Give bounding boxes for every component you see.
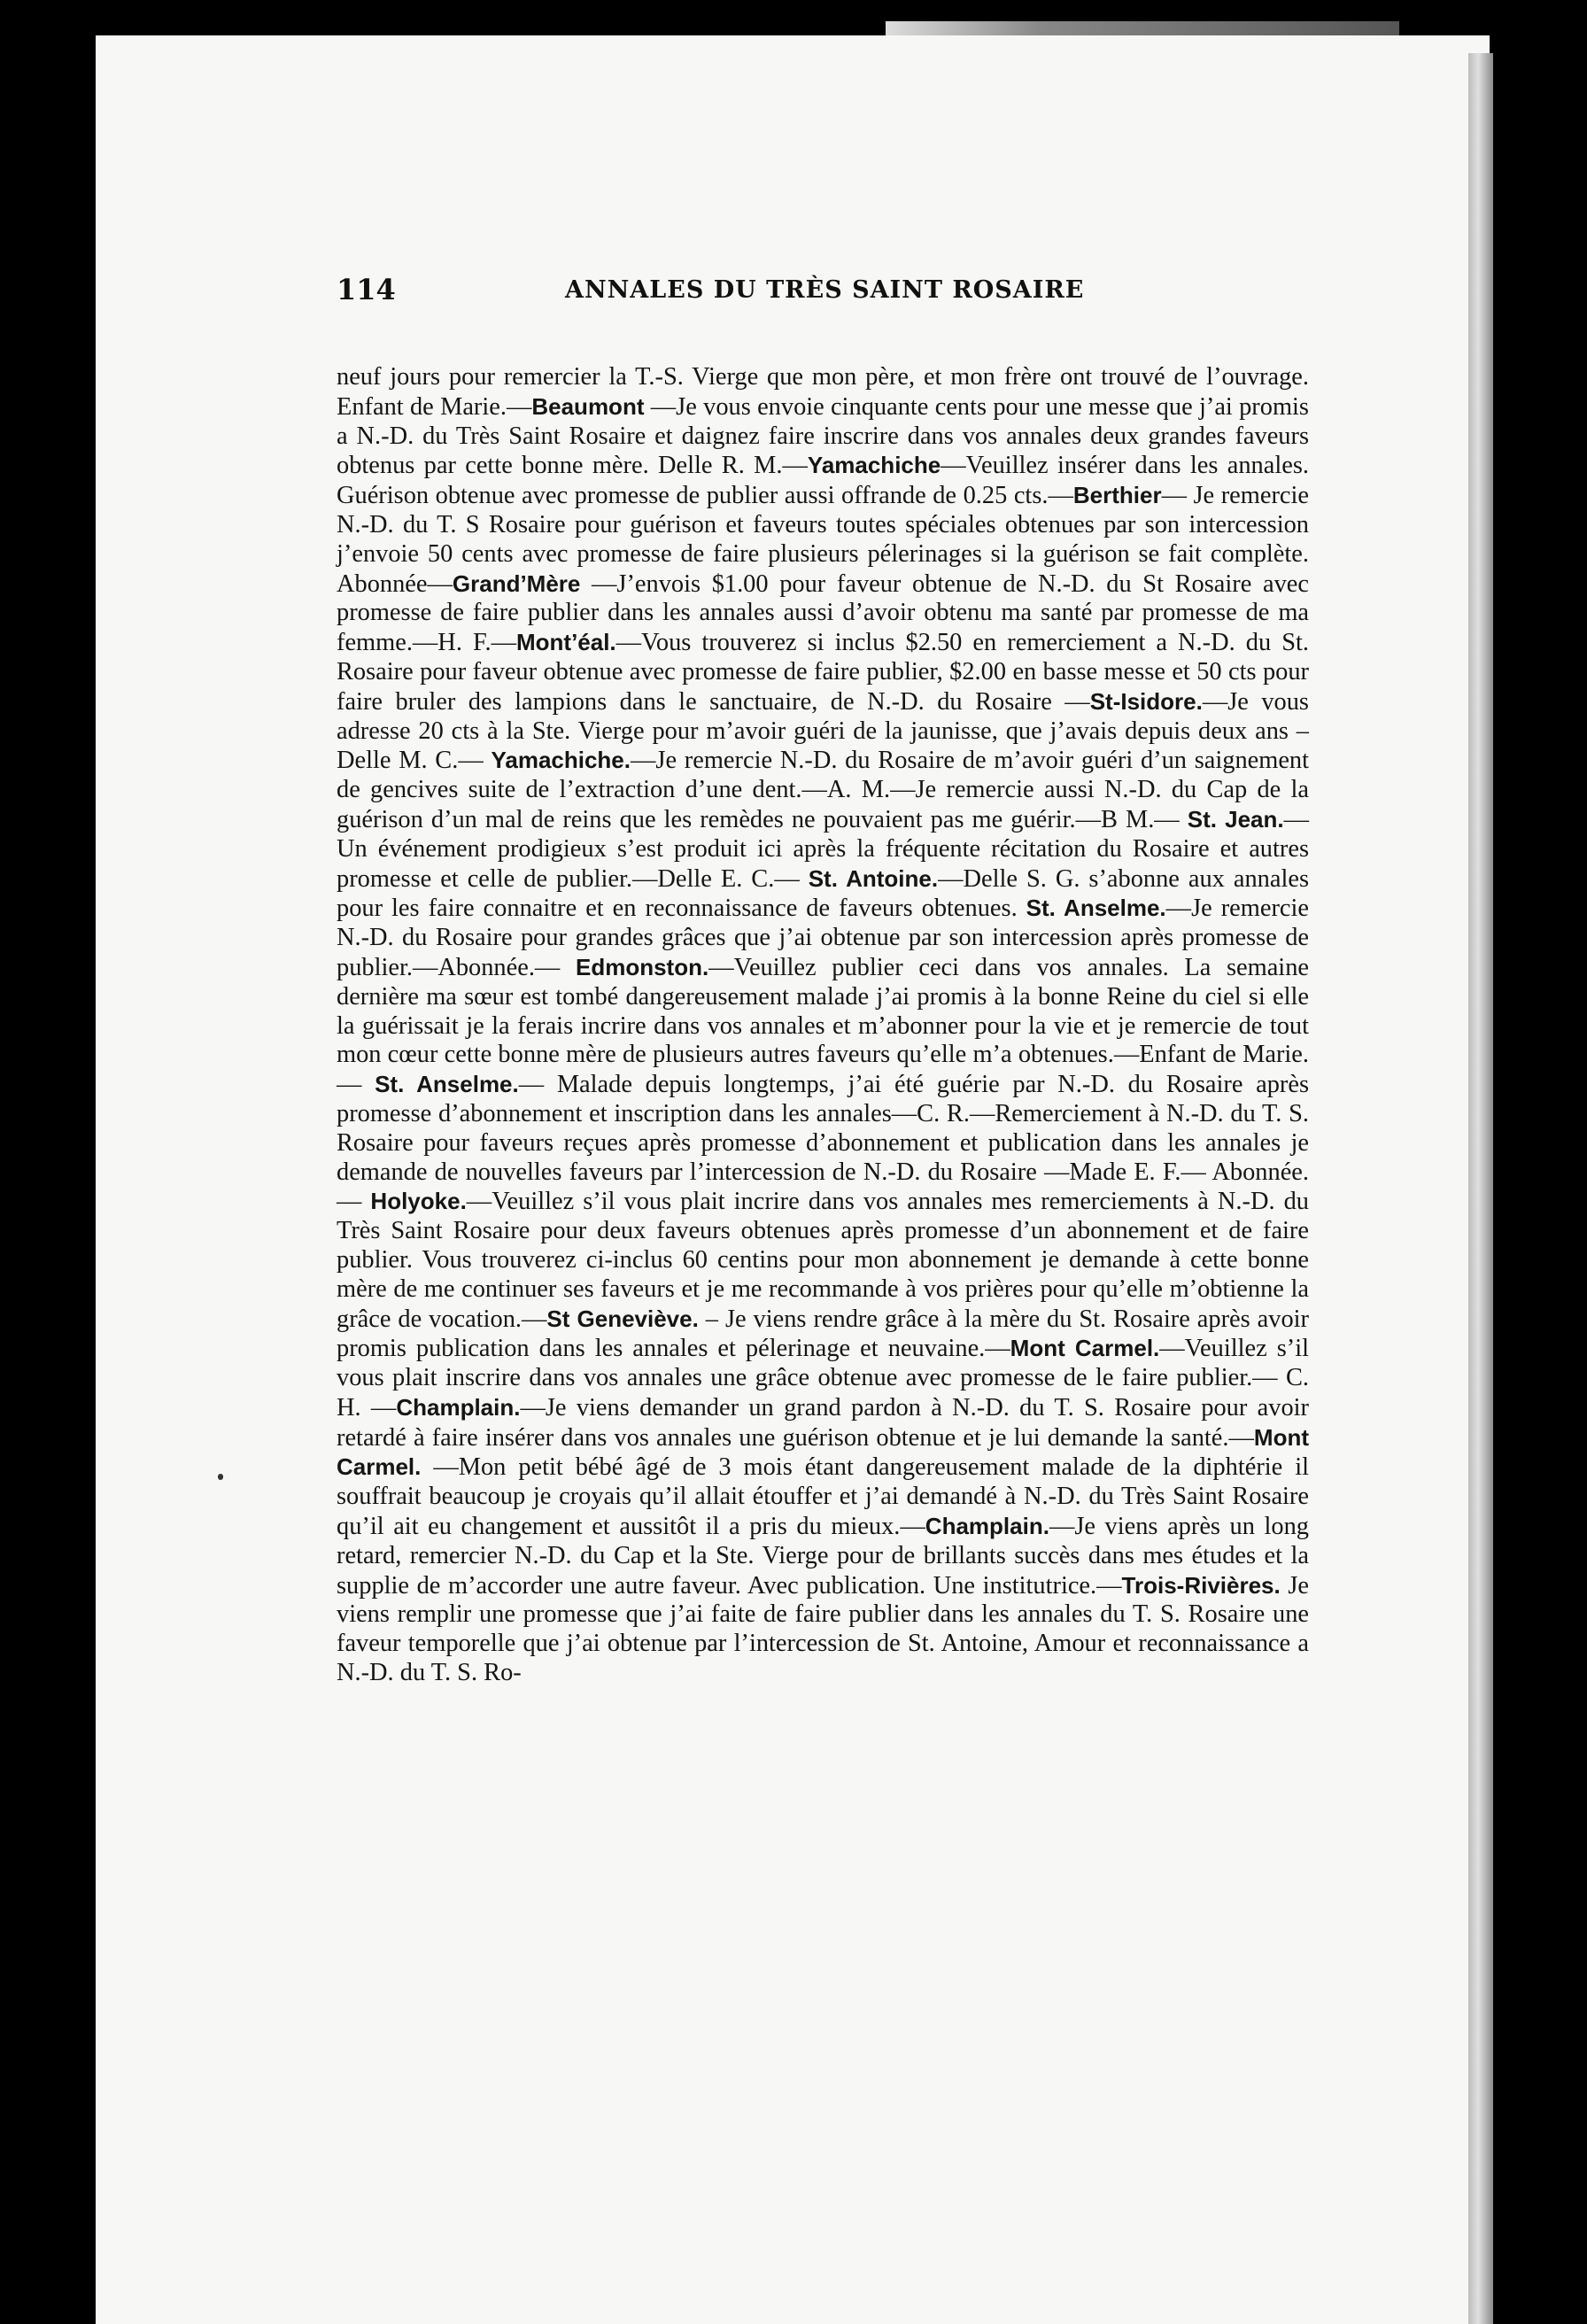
place-name: Berthier <box>1072 482 1162 509</box>
text-run: —Veuillez publier ceci dans vos annales. La semaine dernière ma sœur est tombé dangereusement malade j’ai promis à la bonne Reine du ciel si elle la guérissait je la ferais incrire dans vos annales et m’abonner pour la vie et je remercie de tout mon cœur cette bonne mère de plusieurs autres faveurs qu’elle m’a obtenues.—Enfant de Marie.— <box>337 953 1309 1099</box>
body-text <box>337 363 1309 1688</box>
text-run: —Vous trouverez si inclus $2.50 en remerciement a N.-D. du St. Rosaire pour faveur obtenue avec promesse de faire publier, $2.00 en basse messe et 50 cts pour faire bruler des lampions dans le sanctuaire, de N.-D. du Rosaire — <box>337 629 1309 716</box>
place-name: Yamachiche. <box>491 747 631 774</box>
text-run: — Malade depuis longtemps, j’ai été guérie par N.-D. du Rosaire après promesse d’abonnement et inscription dans les annales—C. R.—Remerciement à N.-D. du T. S. Rosaire pour faveurs reçues après promesse d’abonnement et publication dans les annales je demande de nouvelles faveurs par l’intercession de N.-D. du Rosaire —Made E. F.— Abonnée.— <box>337 1071 1309 1216</box>
text-run: neuf jours pour remercier la T.-S. Vierge que mon père, et mon frère ont trouvé de l’ouvrage. Enfant de Marie.— <box>337 363 1309 421</box>
place-name: St. Antoine. <box>808 864 939 892</box>
scan-speck <box>218 1474 223 1480</box>
text-run: — Je remercie N.-D. du T. S Rosaire pour guérison et faveurs toutes spéciales obtenues par son intercession j’envoie 50 cents avec promesse de faire plusieurs pélerinages si la guérison se fait complète. Abonnée— <box>337 482 1309 598</box>
place-name: Edmonston. <box>575 953 709 980</box>
text-run: – Je viens rendre grâce à la mère du St. Rosaire après avoir promis publication dans les annales et pélerinage et neuvaine.— <box>337 1305 1309 1363</box>
place-name: St-Isidore. <box>1089 687 1203 715</box>
place-name: Mont’éal. <box>515 629 616 656</box>
text-run: —Je viens après un long retard, remercier N.-D. du Cap et la Ste. Vierge pour de brillants succès dans mes études et la supplie de m’accorder une autre faveur. Avec publication. Une institutrice.— <box>337 1513 1309 1600</box>
text-run: —Mon petit bébé âgé de 3 mois étant dangereusement malade de la diphtérie il souffrait beaucoup je croyais qu’il allait étouffer et j’ai demandé à N.-D. du Très Saint Rosaire qu’il ait eu changement et aussitôt il a pris du mieux.— <box>337 1453 1309 1541</box>
text-run: —Veuillez s’il vous plait incrire dans vos annales mes remerciements à N.-D. du Très Saint Rosaire pour deux faveurs obtenues après promesse d’un abonnement et de faire publier. Vous trouverez ci-inclus 60 centins pour mon abonnement je demande à cette bonne mère de me continuer ses faveurs et je me recommande à vos prières pour qu’elle m’obtienne la grâce de vocation.— <box>337 1188 1309 1333</box>
place-name: Beaumont <box>531 392 645 420</box>
place-name: Mont Carmel. <box>1010 1335 1160 1362</box>
place-name: Yamachiche <box>807 452 941 479</box>
text-run: —Je vous adresse 20 cts à la Ste. Vierge pour m’avoir guéri de la jaunisse, que j’avais depuis deux ans – Delle M. C.— <box>337 687 1309 775</box>
place-name: St. Anselme. <box>375 1071 519 1098</box>
place-name: St. Jean. <box>1187 805 1284 833</box>
page-number: 114 <box>337 273 396 306</box>
place-name: Holyoke. <box>370 1188 467 1215</box>
text-run: —Je remercie N.-D. du Rosaire pour grandes grâces que j’ai obtenue par son intercession après promesse de publier.—Abonnée.— <box>337 895 1309 981</box>
running-head <box>337 273 1134 317</box>
place-name: Grand’Mère <box>452 569 581 597</box>
body-paragraph <box>337 363 1309 1688</box>
place-name: St Geneviève. <box>546 1305 699 1332</box>
page-edge-shadow <box>1468 53 1493 2324</box>
text-run: —Je vous envoie cinquante cents pour une messe que j’ai promis a N.-D. du Très Saint Rosaire et daignez faire inscrire dans vos annales deux grandes faveurs obtenus par cette bonne mère. Delle R. M.— <box>337 392 1309 480</box>
running-title: ANNALES DU TRÈS SAINT ROSAIRE <box>565 276 1085 304</box>
text-run: —Delle S. G. s’abonne aux annales pour les faire connaitre et en reconnaissance de faveurs obtenues. <box>337 864 1309 923</box>
place-name: Champlain. <box>925 1513 1049 1540</box>
place-name: Mont Carmel. <box>337 1423 1309 1481</box>
text-run: Je viens remplir une promesse que j’ai faite de faire publier dans les annales du T. S. Rosaire une faveur temporelle que j’ai obtenue par l’intercession de St. Antoine, Amour et reconnaissance a N.-D. du T. S. Ro- <box>337 1571 1309 1687</box>
place-name: Champlain. <box>396 1393 521 1421</box>
text-run: —Veuillez insérer dans les annales. Guérison obtenue avec promesse de publier aussi offrande de 0.25 cts.— <box>337 452 1309 510</box>
place-name: Trois-Rivières. <box>1121 1571 1281 1599</box>
text-run: —Veuillez s’il vous plait inscrire dans vos annales une grâce obtenue avec promesse de le faire publier.— C. H. — <box>337 1335 1309 1422</box>
text-run: —Je remercie N.-D. du Rosaire de m’avoir guéri d’un saignement de gencives suite de l’extraction d’une dent.—A. M.—Je remercie aussi N.-D. du Cap de la guérison d’un mal de reins que les remèdes ne pouvaient pas me guérir.—B M.— <box>337 747 1310 833</box>
place-name: St. Anselme. <box>1026 895 1166 922</box>
text-run: —Un événement prodigieux s’est produit ici après la fréquente récitation du Rosaire et autres promesse et celle de publier.—Delle E. C.— <box>337 805 1310 893</box>
text-run: —Je viens demander un grand pardon à N.-D. du T. S. Rosaire pour avoir retardé à faire insérer dans vos annales une guérison obtenue et je lui demande la santé.— <box>337 1393 1309 1452</box>
text-run: —J’envois $1.00 pour faveur obtenue de N.-D. du St Rosaire avec promesse de faire publier dans les annales aussi d’avoir obtenu ma santé par promesse de ma femme.—H. F.— <box>337 569 1309 657</box>
